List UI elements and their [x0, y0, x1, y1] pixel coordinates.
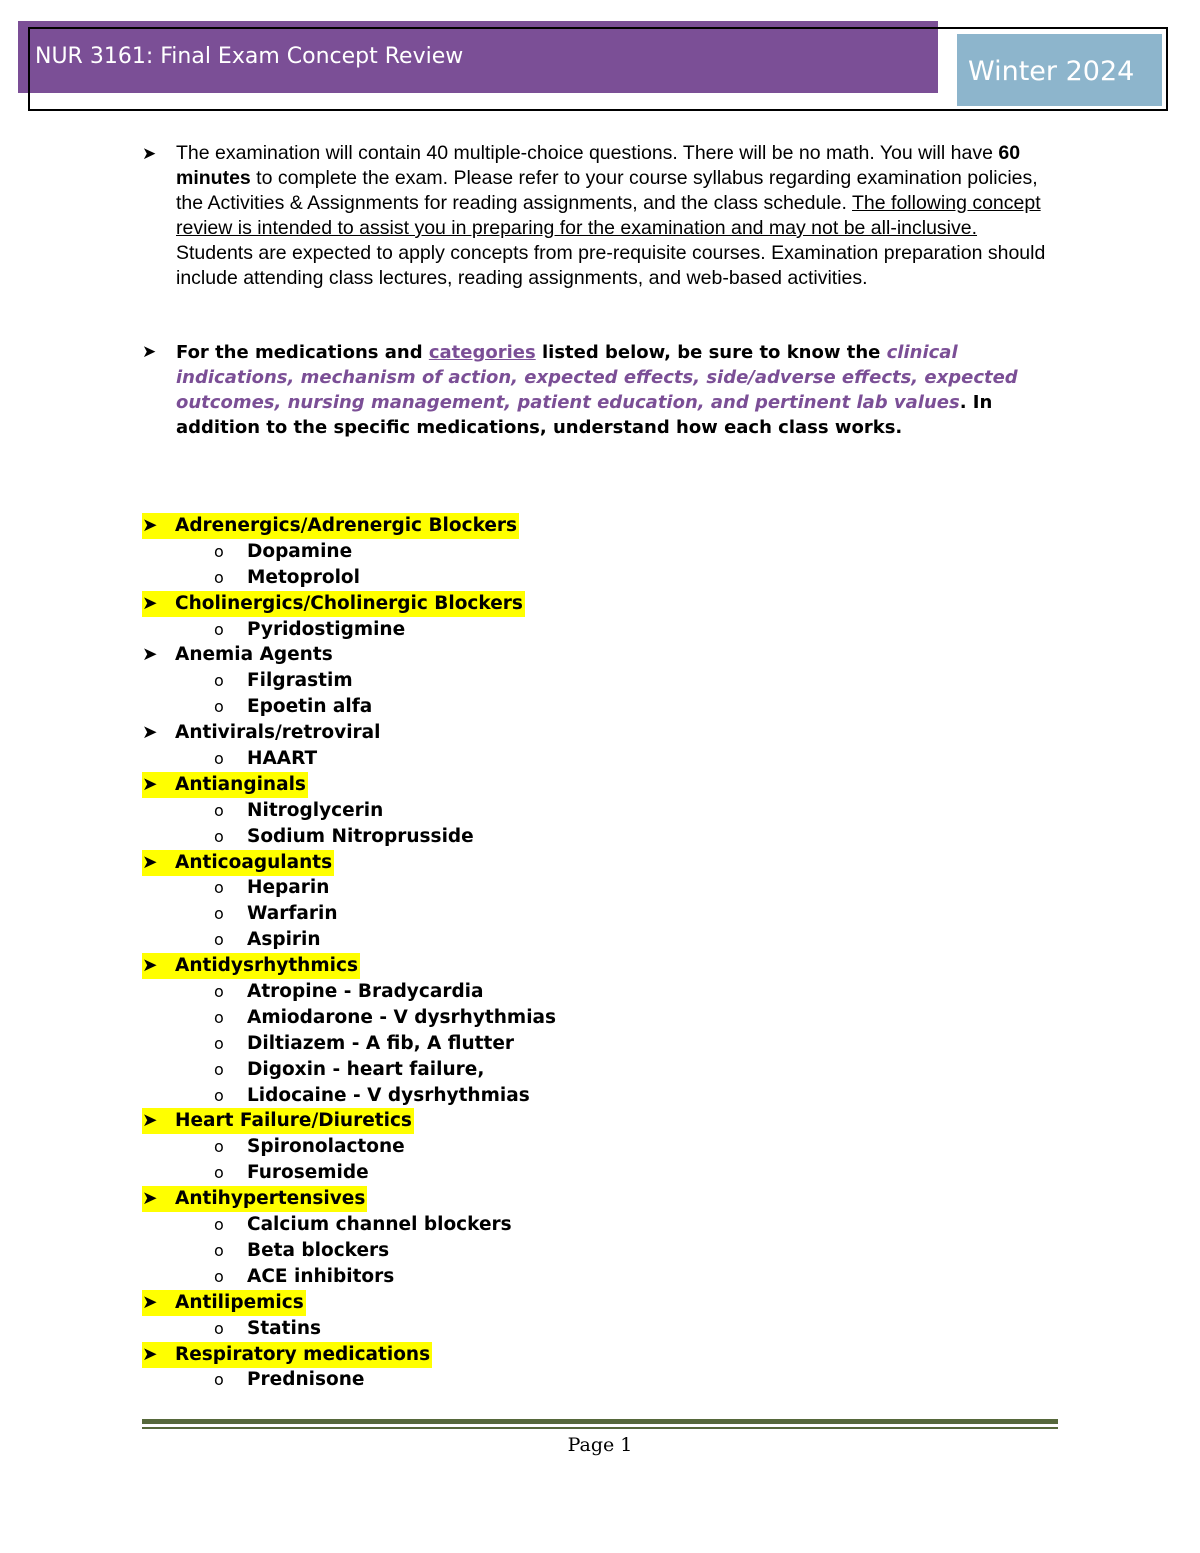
footer-rule	[142, 1419, 1058, 1424]
arrow-bullet-icon: ➤	[142, 1186, 175, 1212]
drug-name: Prednisone	[247, 1369, 365, 1391]
intro-text: to complete the exam. Please refer to your course syllabus regarding examination policies, the Activities & Assignments for reading assignments, and the class schedule.	[176, 167, 1038, 214]
category-item	[142, 953, 1042, 979]
drug-name: Beta blockers	[247, 1239, 390, 1261]
drug-item	[142, 1264, 1042, 1290]
drug-item	[142, 901, 1042, 927]
sub-bullet-icon: o	[214, 878, 224, 898]
drug-item	[142, 539, 1042, 565]
sub-bullet-icon: o	[214, 541, 224, 561]
drug-item	[142, 1316, 1042, 1342]
category-item	[142, 720, 1042, 746]
drug-name: Statins	[247, 1317, 322, 1339]
category-item	[142, 1186, 1042, 1212]
arrow-bullet-icon: ➤	[142, 144, 157, 164]
drug-item	[142, 617, 1042, 643]
drug-name: Dopamine	[247, 540, 353, 562]
drug-name: Aspirin	[247, 929, 321, 951]
arrow-bullet-icon: ➤	[142, 591, 175, 617]
term-label: Winter 2024	[968, 56, 1135, 87]
drug-item	[142, 746, 1042, 772]
category-name: Anticoagulants	[175, 850, 334, 876]
drug-name: Amiodarone - V dysrhythmias	[247, 1006, 557, 1028]
category-item	[142, 850, 1042, 876]
drug-item	[142, 1031, 1042, 1057]
sub-bullet-icon: o	[214, 1266, 224, 1286]
sub-bullet-icon: o	[214, 1370, 224, 1390]
drug-name: Pyridostigmine	[247, 618, 406, 640]
arrow-bullet-icon: ➤	[142, 953, 175, 979]
category-item	[142, 772, 1042, 798]
arrow-bullet-icon: ➤	[142, 513, 175, 539]
drug-item	[142, 798, 1042, 824]
sub-bullet-icon: o	[214, 1318, 224, 1338]
drug-name: Warfarin	[247, 903, 338, 925]
sub-bullet-icon: o	[214, 982, 224, 1002]
arrow-bullet-icon: ➤	[142, 1342, 175, 1368]
sub-bullet-icon: o	[214, 1215, 224, 1235]
categories-link[interactable]: categories	[428, 342, 536, 363]
sub-bullet-icon: o	[214, 1240, 224, 1260]
drug-item	[142, 565, 1042, 591]
drug-item	[142, 979, 1042, 1005]
drug-item	[142, 1212, 1042, 1238]
drug-name: Metoprolol	[247, 566, 360, 588]
sub-bullet-icon: o	[214, 800, 224, 820]
drug-item	[142, 824, 1042, 850]
sub-bullet-icon: o	[214, 930, 224, 950]
drug-name: Filgrastim	[247, 670, 353, 692]
drug-name: HAART	[247, 748, 318, 770]
drug-name: Furosemide	[247, 1162, 369, 1184]
category-name: Adrenergics/Adrenergic Blockers	[175, 513, 519, 539]
drug-name: Heparin	[247, 877, 330, 899]
arrow-bullet-icon: ➤	[142, 342, 157, 362]
drug-item	[142, 875, 1042, 901]
category-item	[142, 642, 1042, 668]
category-name: Heart Failure/Diuretics	[175, 1108, 414, 1134]
footer-rule	[142, 1427, 1058, 1429]
document-title: NUR 3161: Final Exam Concept Review	[35, 44, 464, 69]
drug-item	[142, 668, 1042, 694]
category-name: Antivirals/retroviral	[175, 722, 381, 744]
arrow-bullet-icon: ➤	[142, 1108, 175, 1134]
drug-name: Digoxin - heart failure,	[247, 1058, 485, 1080]
instructions-text: For the medications and	[176, 342, 429, 363]
instructions-paragraph	[176, 340, 1056, 440]
drug-name: Nitroglycerin	[247, 799, 384, 821]
sub-bullet-icon: o	[214, 671, 224, 691]
drug-name: Calcium channel blockers	[247, 1214, 512, 1236]
category-name: Anemia Agents	[175, 644, 333, 666]
instructions-text: listed below, be sure to know the	[535, 342, 887, 363]
category-item	[142, 1108, 1042, 1134]
medication-list	[142, 513, 1042, 1393]
category-item	[142, 1290, 1042, 1316]
sub-bullet-icon: o	[214, 1085, 224, 1105]
sub-bullet-icon: o	[214, 1007, 224, 1027]
drug-item	[142, 1367, 1042, 1393]
category-name: Antidysrhythmics	[175, 953, 360, 979]
drug-name: Diltiazem - A fib, A flutter	[247, 1032, 515, 1054]
intro-paragraph	[176, 141, 1056, 291]
drug-item	[142, 1238, 1042, 1264]
drug-item	[142, 1005, 1042, 1031]
intro-text: Students are expected to apply concepts from pre-requisite courses. Examination preparation should include attending class lectures, reading assignments, and web-based activities.	[176, 242, 1046, 289]
drug-item	[142, 1134, 1042, 1160]
sub-bullet-icon: o	[214, 697, 224, 717]
sub-bullet-icon: o	[214, 1033, 224, 1053]
intro-duration: 60 minutes	[176, 142, 1021, 189]
drug-item	[142, 927, 1042, 953]
sub-bullet-icon: o	[214, 749, 224, 769]
category-name: Respiratory medications	[175, 1342, 432, 1368]
sub-bullet-icon: o	[214, 619, 224, 639]
drug-name: Spironolactone	[247, 1136, 405, 1158]
sub-bullet-icon: o	[214, 567, 224, 587]
category-item	[142, 591, 1042, 617]
category-item	[142, 513, 1042, 539]
sub-bullet-icon: o	[214, 1163, 224, 1183]
category-name: Cholinergics/Cholinergic Blockers	[175, 591, 525, 617]
arrow-bullet-icon: ➤	[142, 722, 158, 744]
drug-item	[142, 1057, 1042, 1083]
category-name: Antilipemics	[175, 1290, 306, 1316]
arrow-bullet-icon: ➤	[142, 1290, 175, 1316]
category-name: Antianginals	[175, 772, 308, 798]
intro-disclaimer: The following concept review is intended to assist you in preparing for the examination and may not be all-inclusive.	[176, 192, 1041, 239]
category-name: Antihypertensives	[175, 1186, 367, 1212]
drug-name: Epoetin alfa	[247, 696, 373, 718]
sub-bullet-icon: o	[214, 826, 224, 846]
drug-item	[142, 694, 1042, 720]
sub-bullet-icon: o	[214, 1137, 224, 1157]
instructions-emphasis: clinical indications, mechanism of action, expected effects, side/adverse effects, expected outcomes, nursing management, patient education, and pertinent lab values	[176, 342, 1018, 413]
drug-name: Lidocaine - V dysrhythmias	[247, 1084, 530, 1106]
drug-name: Atropine - Bradycardia	[247, 981, 484, 1003]
drug-item	[142, 1160, 1042, 1186]
instructions-text: . In addition to the specific medications, understand how each class works.	[176, 392, 993, 438]
arrow-bullet-icon: ➤	[142, 772, 175, 798]
drug-name: ACE inhibitors	[247, 1265, 395, 1287]
drug-name: Sodium Nitroprusside	[247, 825, 474, 847]
category-item	[142, 1342, 1042, 1368]
drug-item	[142, 1083, 1042, 1109]
sub-bullet-icon: o	[214, 904, 224, 924]
intro-text: The examination will contain 40 multiple-choice questions. There will be no math. You will have	[176, 142, 999, 164]
page-number: Page 1	[567, 1434, 633, 1456]
arrow-bullet-icon: ➤	[142, 644, 158, 666]
arrow-bullet-icon: ➤	[142, 850, 175, 876]
sub-bullet-icon: o	[214, 1059, 224, 1079]
